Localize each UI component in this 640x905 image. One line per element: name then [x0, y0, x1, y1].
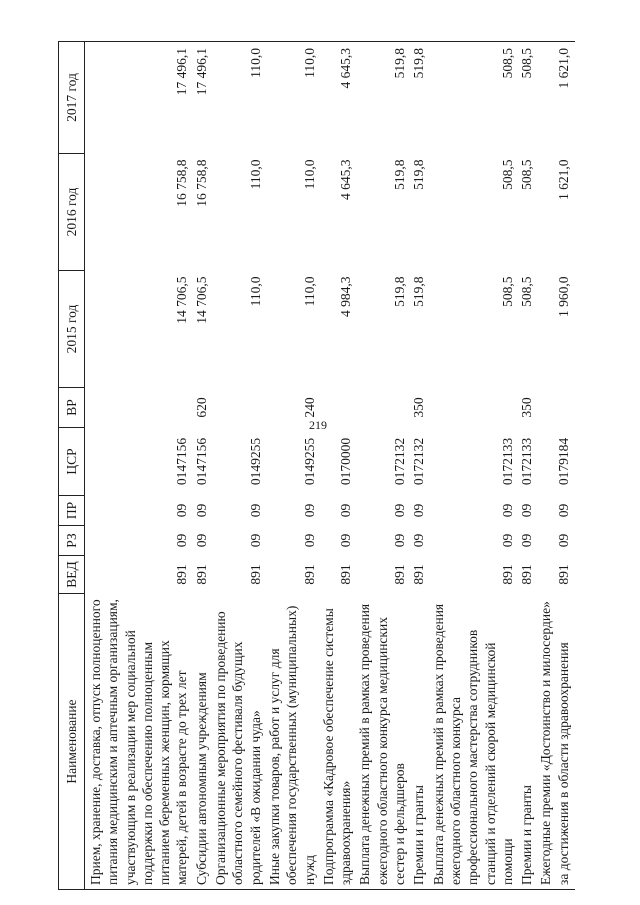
table-row: [408, 42, 427, 890]
table-row: [210, 42, 264, 890]
header-name: Наименование: [59, 594, 85, 890]
row-2016: 16 758,8: [193, 159, 209, 207]
row-pr: 09: [519, 503, 535, 518]
row-name: Прием, хранение, доставка, отпуск полноценного питания медицинским и аптечным организациям, участвующим в реализации мер социальной поддержки по обеспечению полноценным питанием беременных женщин, кормящих матерей, детей в возрасте до трех лет: [85, 594, 191, 890]
row-2017: 519,8: [408, 42, 427, 154]
row-2016: 519,8: [392, 159, 408, 190]
row-name: Выплата денежных премий в рамках проведения ежегодного областного конкурса профессионального мастерства сотрудников станций и отделений скорой медицинской помощи: [428, 594, 516, 890]
row-pr: 09: [411, 503, 427, 518]
row-pr: 09: [301, 503, 317, 518]
row-ved: 891: [301, 564, 317, 585]
row-rz: 09: [519, 533, 535, 548]
row-vr: [535, 388, 575, 428]
row-pr: 09: [174, 503, 190, 518]
row-vr: 240: [301, 397, 317, 418]
row-vr: [210, 388, 264, 428]
row-csr: 0172132: [392, 437, 408, 486]
row-2017: 1 621,0: [535, 42, 575, 154]
row-2015: 110,0: [301, 276, 317, 307]
row-pr: 09: [338, 503, 354, 518]
row-2015: 508,5: [519, 276, 535, 307]
row-ved: 891: [174, 564, 190, 585]
row-rz: 09: [193, 533, 209, 548]
row-csr: 0172133: [519, 437, 535, 486]
row-csr: 0147156: [174, 437, 190, 486]
row-name: Подпрограмма «Кадровое обеспечение системы здравоохранения»: [318, 594, 355, 890]
row-csr: 0170000: [338, 437, 354, 486]
row-ved: 891: [555, 564, 571, 585]
row-csr: 0179184: [555, 437, 571, 486]
header-2017: 2017 год: [59, 42, 85, 154]
row-2016: 508,5: [499, 159, 515, 190]
page-number: 219: [309, 418, 327, 432]
row-name: Субсидии автономным учреждениям: [191, 594, 210, 890]
row-2017: 508,5: [428, 42, 516, 154]
row-vr: [85, 388, 191, 428]
row-pr: 09: [555, 503, 571, 518]
header-2015: 2015 год: [59, 271, 85, 388]
row-2017: 519,8: [354, 42, 408, 154]
table-row: [264, 42, 318, 890]
row-2016: 16 758,8: [174, 159, 190, 207]
table-row: [428, 42, 516, 890]
row-2015: 519,8: [392, 276, 408, 307]
row-ved: 891: [519, 564, 535, 585]
row-rz: 09: [338, 533, 354, 548]
row-2017: 4 645,3: [318, 42, 355, 154]
row-pr: 09: [247, 503, 263, 518]
header-row: [59, 42, 85, 890]
header-2016: 2016 год: [59, 154, 85, 271]
row-2017: 508,5: [516, 42, 535, 154]
row-2015: 110,0: [247, 276, 263, 307]
row-ved: 891: [193, 564, 209, 585]
table-row: [354, 42, 408, 890]
row-name: Премии и гранты: [516, 594, 535, 890]
table-row: [85, 42, 191, 890]
row-rz: 09: [301, 533, 317, 548]
row-2015: 14 706,5: [193, 276, 209, 324]
row-rz: 09: [411, 533, 427, 548]
row-csr: 0172132: [411, 437, 427, 486]
row-vr: 620: [193, 397, 209, 418]
row-name: Выплата денежных премий в рамках проведения ежегодного областного конкурса медицинских сестер и фельдшеров: [354, 594, 408, 890]
budget-table: [58, 41, 575, 890]
row-2015: 519,8: [411, 276, 427, 307]
row-name: Премии и гранты: [408, 594, 427, 890]
row-2015: 1 960,0: [555, 276, 571, 317]
row-pr: 09: [193, 503, 209, 518]
row-2015: 508,5: [499, 276, 515, 307]
header-vr: ВР: [59, 388, 85, 428]
header-ved: ВЕД: [59, 556, 85, 594]
row-2015: 4 984,3: [338, 276, 354, 317]
row-vr: [428, 388, 516, 428]
row-2017: 110,0: [210, 42, 264, 154]
header-rz: РЗ: [59, 526, 85, 556]
row-rz: 09: [392, 533, 408, 548]
row-rz: 09: [174, 533, 190, 548]
row-vr: 350: [411, 397, 427, 418]
row-rz: 09: [247, 533, 263, 548]
table-row: [318, 42, 355, 890]
header-pr: ПР: [59, 496, 85, 526]
row-2016: 4 645,3: [338, 159, 354, 200]
row-pr: 09: [392, 503, 408, 518]
row-rz: 09: [555, 533, 571, 548]
row-2016: 110,0: [247, 159, 263, 190]
row-ved: 891: [247, 564, 263, 585]
table-row: [535, 42, 575, 890]
table-row: [516, 42, 535, 890]
rotated-page: [58, 0, 593, 896]
row-ved: 891: [411, 564, 427, 585]
row-ved: 891: [338, 564, 354, 585]
row-2017: 17 496,1: [191, 42, 210, 154]
row-vr: 350: [519, 397, 535, 418]
row-2016: 519,8: [411, 159, 427, 190]
row-2016: 508,5: [519, 159, 535, 190]
header-csr: ЦСР: [59, 428, 85, 496]
row-2016: 110,0: [301, 159, 317, 190]
row-name: Иные закупки товаров, работ и услуг для обеспечения государственных (муниципальных) нужд: [264, 594, 318, 890]
row-csr: 0149255: [247, 437, 263, 486]
row-ved: 891: [392, 564, 408, 585]
row-name: Организационные мероприятия по проведению областного семейного фестиваля будущих родителей «В ожидании чуда»: [210, 594, 264, 890]
row-csr: 0172133: [499, 437, 515, 486]
row-2015: 14 706,5: [174, 276, 190, 324]
row-2017: 110,0: [264, 42, 318, 154]
row-pr: 09: [499, 503, 515, 518]
row-vr: [318, 388, 355, 428]
row-csr: 0149255: [301, 437, 317, 486]
row-name: Ежегодные премии «Достоинство и милосердие» за достижения в области здравоохранения: [535, 594, 575, 890]
table-row: [191, 42, 210, 890]
row-rz: 09: [499, 533, 515, 548]
row-vr: [354, 388, 408, 428]
row-2016: 1 621,0: [555, 159, 571, 200]
row-ved: 891: [499, 564, 515, 585]
row-csr: 0147156: [193, 437, 209, 486]
row-2017: 17 496,1: [85, 42, 191, 154]
